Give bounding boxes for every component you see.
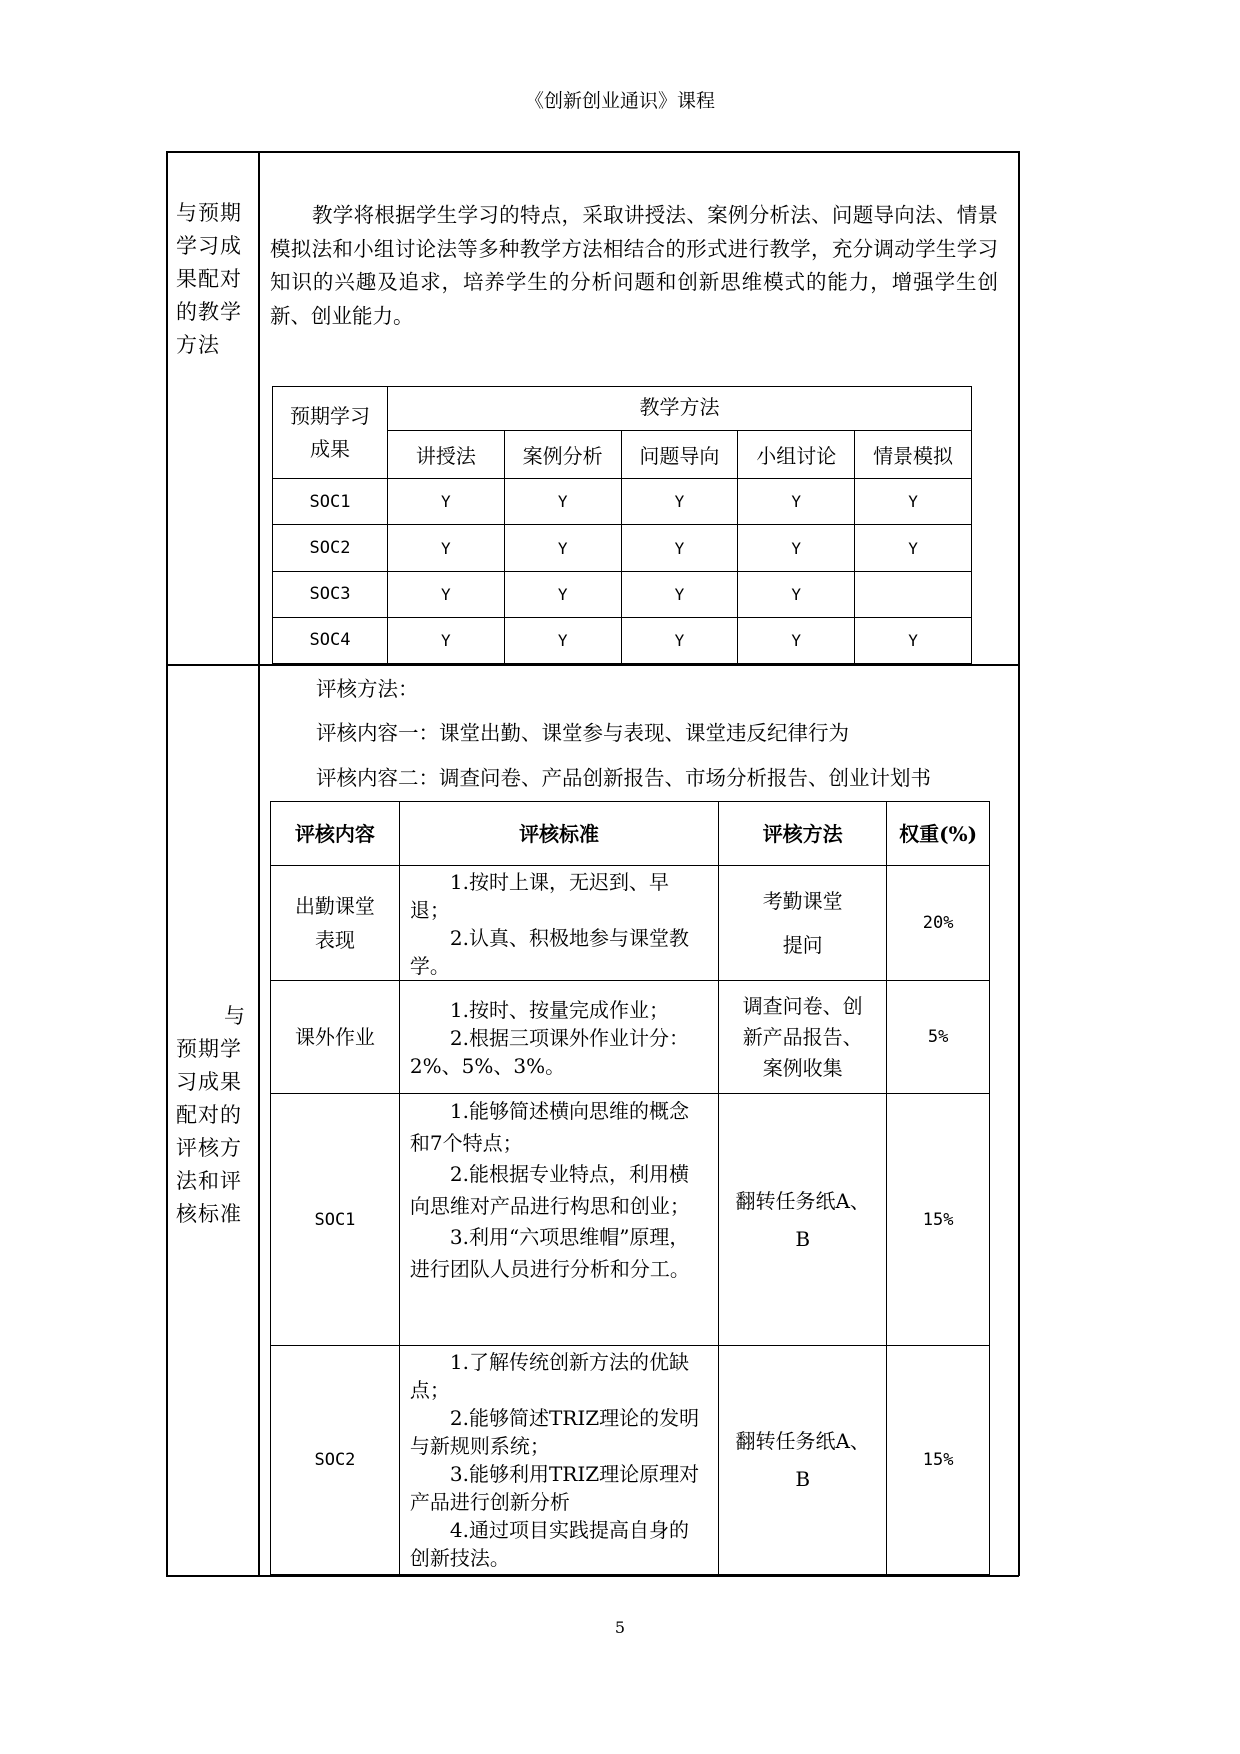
assessment-label-text: 与预期学习成果配对的评核方法和评核标准: [176, 1004, 246, 1226]
table-cell: Y: [855, 525, 972, 571]
table-cell: Y: [387, 617, 504, 663]
section-divider: [166, 664, 1019, 666]
assess-content: SOC1: [271, 1094, 400, 1346]
outer-border-top: [166, 151, 1019, 153]
teaching-methods-table: [272, 386, 972, 664]
table-row: [271, 1094, 990, 1346]
table-cell: Y: [504, 617, 621, 663]
table-cell: Y: [738, 525, 855, 571]
table-cell: Y: [504, 479, 621, 525]
table-cell: Y: [387, 571, 504, 617]
assessment-content-1: 评核内容一：课堂出勤、课堂参与表现、课堂违反纪律行为: [316, 721, 849, 745]
method-header: 小组讨论: [738, 431, 855, 479]
assess-method: [719, 1346, 887, 1575]
col-header-weight: 权重(%): [887, 802, 990, 866]
assess-method-text: 翻转任务纸A、B: [735, 1188, 870, 1251]
assess-weight: 15%: [887, 1094, 990, 1346]
assess-method: [719, 1094, 887, 1346]
assess-weight: 15%: [887, 1346, 990, 1575]
assess-method: [719, 866, 887, 981]
table-cell: Y: [504, 571, 621, 617]
criteria-item: 2.能够简述TRIZ理论的发明与新规则系统；: [409, 1406, 700, 1458]
soc-label: SOC2: [273, 525, 388, 571]
table-row: [273, 617, 972, 663]
teaching-methods-label: 与预期学习成果配对的教学方法: [176, 201, 242, 357]
outer-border-right: [1018, 151, 1020, 1576]
col-header-criteria: 评核标准: [399, 802, 718, 866]
table-cell: Y: [855, 617, 972, 663]
table-cell: Y: [621, 479, 738, 525]
assess-criteria: [399, 866, 718, 981]
assessment-title: 评核方法：: [316, 677, 419, 701]
criteria-item: 2.根据三项课外作业计分：2%、5%、3%。: [409, 1026, 689, 1078]
table-cell: Y: [738, 479, 855, 525]
outcome-header: [273, 387, 388, 479]
criteria-item: 1.了解传统创新方法的优缺点；: [409, 1350, 689, 1402]
table-row: [273, 525, 972, 571]
assess-content-text: 出勤课堂表现: [294, 894, 375, 952]
outer-border-bottom: [166, 1575, 1019, 1577]
table-cell: Y: [855, 479, 972, 525]
soc-label: SOC1: [273, 479, 388, 525]
assess-criteria: [399, 981, 718, 1094]
assessment-label: [176, 1000, 252, 1231]
assess-content: [271, 866, 400, 981]
teaching-methods-paragraph: 教学将根据学生学习的特点，采取讲授法、案例分析法、问题导向法、情景模拟法和小组讨论法等多种教学方法相结合的形式进行教学，充分调动学生学习知识的兴趣及追求，培养学生的分析问题和创新思维模式的能力，增强学生创新、创业能力。: [270, 203, 998, 328]
assess-method-text: 调查问卷、创新产品报告、案例收集: [742, 993, 863, 1080]
method-header: 讲授法: [387, 431, 504, 479]
table-cell: Y: [387, 479, 504, 525]
assess-content: 课外作业: [271, 981, 400, 1094]
table-cell: Y: [738, 571, 855, 617]
criteria-item: 1.按时上课，无迟到、早退；: [409, 870, 669, 922]
assess-weight: 5%: [887, 981, 990, 1094]
assess-criteria: [399, 1346, 718, 1575]
assess-method-text: 考勤课堂提问: [762, 889, 843, 957]
method-header: 情景模拟: [855, 431, 972, 479]
soc-label: SOC3: [273, 571, 388, 617]
criteria-item: 1.按时、按量完成作业；: [449, 998, 669, 1022]
column-divider: [258, 151, 260, 1576]
table-cell: Y: [621, 617, 738, 663]
method-header: 案例分析: [504, 431, 621, 479]
criteria-item: 4.通过项目实践提高自身的创新技法。: [409, 1518, 689, 1570]
col-header-method: 评核方法: [719, 802, 887, 866]
criteria-item: 2.能根据专业特点，利用横向思维对产品进行构思和创业；: [409, 1162, 690, 1218]
assess-criteria: [399, 1094, 718, 1346]
assess-content: SOC2: [271, 1346, 400, 1575]
table-cell: Y: [738, 617, 855, 663]
page-number: 5: [614, 1618, 626, 1637]
criteria-item: 3.能够利用TRIZ理论原理对产品进行创新分析: [409, 1462, 700, 1514]
table-cell: Y: [621, 571, 738, 617]
methods-group-header: 教学方法: [387, 387, 971, 431]
table-row: [271, 866, 990, 981]
criteria-item: 1.能够简述横向思维的概念和7个特点；: [409, 1099, 689, 1155]
criteria-item: 3.利用“六项思维帽”原理，进行团队人员进行分析和分工。: [409, 1225, 690, 1281]
assess-method-text: 翻转任务纸A、B: [735, 1429, 870, 1491]
table-row: [271, 1346, 990, 1575]
table-cell: Y: [621, 525, 738, 571]
table-cell: Y: [504, 525, 621, 571]
soc-label: SOC4: [273, 617, 388, 663]
method-header: 问题导向: [621, 431, 738, 479]
table-row: [273, 571, 972, 617]
outcome-header-text: 预期学习成果: [289, 403, 370, 461]
assessment-content-2: 评核内容二：调查问卷、产品创新报告、市场分析报告、创业计划书: [316, 766, 931, 790]
assessment-table: [270, 801, 990, 1575]
table-cell: Y: [387, 525, 504, 571]
table-row: [273, 479, 972, 525]
criteria-item: 2.认真、积极地参与课堂教学。: [409, 926, 689, 978]
col-header-content: 评核内容: [271, 802, 400, 866]
table-cell: [855, 571, 972, 617]
assess-method: [719, 981, 887, 1094]
outer-border-left: [166, 151, 168, 1576]
page-header: 《创新创业通识》课程: [524, 90, 715, 112]
table-row: [271, 981, 990, 1094]
assess-weight: 20%: [887, 866, 990, 981]
